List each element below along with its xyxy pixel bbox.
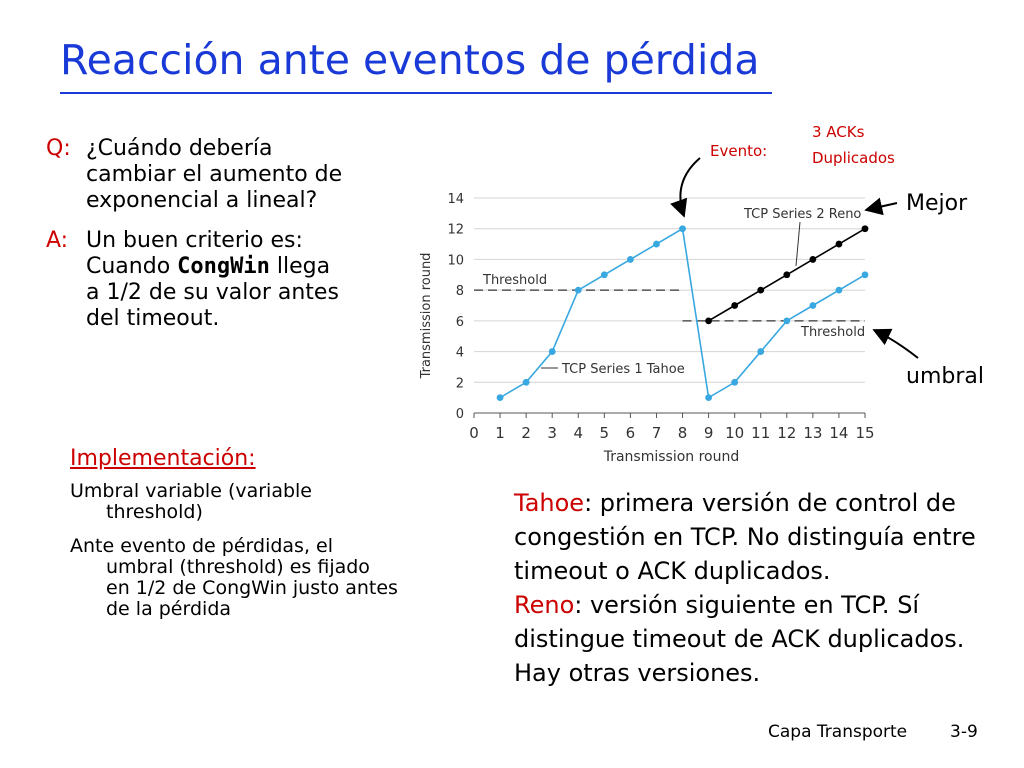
question-tag: Q: [46, 136, 71, 161]
answer-line-2-pre: Cuando [86, 254, 178, 279]
y-tick-label-4: 4 [455, 345, 464, 361]
series-1-point-11 [757, 348, 764, 355]
mejor-arrow [866, 203, 897, 210]
series-1-point-5 [601, 271, 608, 278]
acks-label-line-2: Duplicados [812, 149, 895, 167]
series-1-point-10 [731, 379, 738, 386]
series-1-point-6 [627, 256, 634, 263]
x-tick-label-1: 1 [495, 424, 505, 442]
implementation-item-2-line-2: umbral (threshold) es fijado [106, 556, 370, 578]
x-axis-label: Transmission round [603, 449, 740, 465]
answer-tag: A: [46, 228, 69, 253]
series-1-point-2 [523, 379, 530, 386]
x-tick-label-5: 5 [599, 424, 610, 442]
series-2-point-12 [783, 271, 790, 278]
series-2-point-9 [705, 317, 712, 324]
tahoe-series-label: TCP Series 1 Tahoe [562, 362, 685, 377]
slide-title: Reacción ante eventos de pérdida [60, 36, 760, 84]
series-2-point-15 [862, 225, 869, 232]
series-2-point-14 [836, 241, 843, 248]
series-1-point-12 [783, 317, 790, 324]
question-line-3: exponencial a lineal? [86, 188, 318, 213]
y-tick-label-10: 10 [447, 253, 464, 269]
tahoe-text: : primera versión de control de congestión en TCP. No distinguía entre timeout o ACK duplicados. [514, 489, 976, 585]
series-1-point-7 [653, 241, 660, 248]
implementation-item-1-line-2: threshold) [106, 501, 203, 523]
y-tick-label-0: 0 [455, 407, 464, 422]
implementation-item-1-line-1: Umbral variable (variable [70, 480, 312, 502]
chart-thresholds [474, 290, 865, 321]
chart-labels [419, 192, 875, 465]
chart-axes [474, 413, 865, 418]
question-line-1: ¿Cuándo debería [86, 136, 273, 161]
reno-series-label: TCP Series 2 Reno [744, 207, 862, 222]
reno-text: : versión siguiente en TCP. Sí distingue timeout de ACK duplicados. Hay otras versiones. [514, 591, 965, 687]
answer-line-1: Un buen criterio es: [86, 228, 303, 253]
implementation-item-2-line-1: Ante evento de pérdidas, el [70, 535, 334, 557]
x-tick-label-0: 0 [469, 424, 479, 442]
series-1-point-14 [836, 287, 843, 294]
umbral-arrow [874, 330, 918, 358]
series-1-point-9 [705, 394, 712, 401]
y-tick-label-14: 14 [447, 192, 464, 207]
acks-label-line-1: 3 ACKs [812, 123, 865, 141]
x-tick-label-11: 11 [751, 424, 771, 442]
answer-line-4: del timeout. [86, 306, 220, 331]
series-1-point-3 [549, 348, 556, 355]
answer-line-3: a 1/2 de su valor antes [86, 280, 339, 305]
x-tick-label-9: 9 [703, 424, 714, 442]
mejor-label: Mejor [906, 191, 968, 216]
y-tick-label-6: 6 [455, 314, 464, 330]
umbral-label: umbral [906, 364, 984, 389]
x-tick-label-2: 2 [521, 424, 531, 442]
y-axis-label: Transmission round [419, 252, 434, 379]
x-tick-label-8: 8 [677, 424, 688, 442]
implementation-item-2-line-4: de la pérdida [106, 598, 232, 620]
x-tick-label-7: 7 [651, 424, 662, 442]
implementation-heading: Implementación: [70, 446, 256, 471]
question-line-2: cambiar el aumento de [86, 162, 343, 187]
series-1-point-1 [497, 394, 504, 401]
footer-section: Capa Transporte [768, 722, 908, 742]
series-2-point-10 [731, 302, 738, 309]
x-tick-label-13: 13 [803, 424, 823, 442]
series-1-point-8 [679, 225, 686, 232]
series-1-point-4 [575, 287, 582, 294]
congwin-code: CongWin [177, 254, 270, 279]
x-tick-label-3: 3 [547, 424, 557, 442]
tahoe-label: Tahoe [514, 489, 585, 517]
threshold-label-2: Threshold [801, 324, 866, 340]
evento-arrow [680, 158, 700, 216]
x-tick-label-12: 12 [777, 424, 797, 442]
implementation-item-2-line-3: en 1/2 de CongWin justo antes [106, 577, 398, 599]
series-1-point-13 [809, 302, 816, 309]
y-tick-label-8: 8 [455, 284, 464, 300]
y-tick-label-2: 2 [455, 376, 464, 392]
series-1-point-15 [862, 271, 869, 278]
reno-label: Reno [514, 591, 575, 619]
y-tick-label-12: 12 [447, 222, 464, 238]
x-tick-label-10: 10 [725, 424, 745, 442]
series-2-point-13 [809, 256, 816, 263]
footer-page-number: 3-9 [950, 722, 978, 742]
x-tick-label-4: 4 [573, 424, 584, 442]
threshold-label-1: Threshold [483, 273, 548, 289]
x-tick-label-6: 6 [625, 424, 636, 442]
x-tick-label-14: 14 [829, 424, 849, 442]
series-2-point-11 [757, 287, 764, 294]
x-tick-label-15: 15 [855, 424, 875, 442]
answer-line-2-post: llega [269, 254, 331, 279]
evento-label: Evento: [710, 142, 768, 160]
